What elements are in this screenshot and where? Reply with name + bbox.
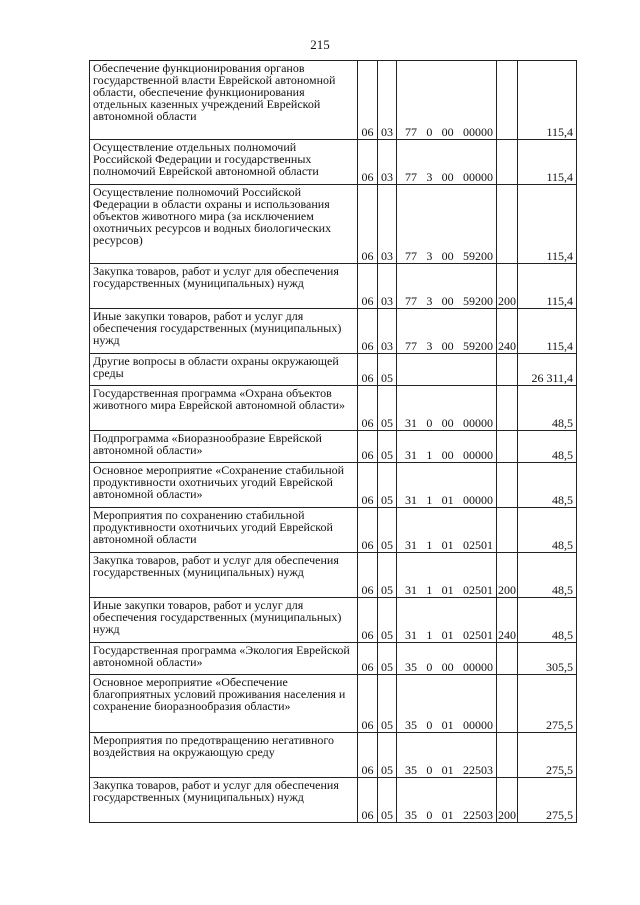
row-expense-type-code: 240 [497, 309, 518, 354]
row-subsection-code: 05 [378, 778, 397, 823]
table-row [90, 431, 577, 463]
target-article-part: 31 [405, 628, 417, 642]
row-amount: 115,4 [518, 185, 577, 264]
row-amount: 275,5 [518, 733, 577, 778]
target-article-part: 31 [405, 538, 417, 552]
row-expense-type-code [497, 140, 518, 185]
row-amount: 275,5 [518, 778, 577, 823]
target-article-part: 59200 [462, 294, 493, 308]
row-name: Другие вопросы в области охраны окружающей среды [90, 354, 358, 386]
row-section-code: 06 [358, 733, 378, 778]
target-article-part: 31 [405, 583, 417, 597]
row-subsection-code: 05 [378, 463, 397, 508]
row-expense-type-code [497, 431, 518, 463]
row-amount: 48,5 [518, 431, 577, 463]
table-row [90, 354, 577, 386]
row-subsection-code: 05 [378, 354, 397, 386]
target-article-part: 0 [426, 763, 433, 777]
target-article-part: 77 [405, 170, 417, 184]
row-name: Осуществление полномочий Российской Федерации в области охраны и использования объектов животного мира (за исключением охотничьих ресурсов и водных биологических ресурсов) [90, 185, 358, 264]
row-amount: 48,5 [518, 553, 577, 598]
row-expense-type-code [497, 675, 518, 733]
target-article-part: 3 [426, 170, 433, 184]
row-subsection-code: 03 [378, 61, 397, 140]
row-section-code: 06 [358, 386, 378, 431]
target-article-part: 00000 [462, 493, 493, 507]
row-section-code: 06 [358, 675, 378, 733]
row-amount: 26 311,4 [518, 354, 577, 386]
target-article-parts [399, 417, 495, 429]
target-article-part: 00000 [462, 718, 493, 732]
row-target-article-code [397, 264, 497, 309]
target-article-parts [399, 126, 495, 138]
row-subsection-code: 05 [378, 643, 397, 675]
target-article-part: 00000 [462, 170, 493, 184]
target-article-part: 35 [405, 718, 417, 732]
table-row [90, 61, 577, 140]
budget-table [89, 60, 577, 823]
row-section-code: 06 [358, 431, 378, 463]
target-article-parts [399, 295, 495, 307]
row-amount: 48,5 [518, 386, 577, 431]
target-article-parts [399, 171, 495, 183]
row-target-article-code [397, 553, 497, 598]
target-article-part: 0 [426, 718, 433, 732]
row-name: Закупка товаров, работ и услуг для обеспечения государственных (муниципальных) нужд [90, 553, 358, 598]
row-target-article-code [397, 140, 497, 185]
row-subsection-code: 03 [378, 140, 397, 185]
target-article-part: 35 [405, 660, 417, 674]
row-subsection-code: 03 [378, 264, 397, 309]
target-article-part: 3 [426, 249, 433, 263]
row-expense-type-code [497, 508, 518, 553]
target-article-part: 22503 [462, 763, 493, 777]
target-article-part: 01 [441, 763, 454, 777]
row-expense-type-code [497, 733, 518, 778]
row-expense-type-code: 200 [497, 264, 518, 309]
target-article-part: 00 [441, 294, 454, 308]
row-target-article-code [397, 778, 497, 823]
row-subsection-code: 05 [378, 598, 397, 643]
table-row [90, 508, 577, 553]
target-article-part: 00 [441, 339, 454, 353]
target-article-part: 02501 [462, 538, 493, 552]
target-article-part: 0 [426, 808, 433, 822]
row-expense-type-code [497, 354, 518, 386]
target-article-part: 00 [441, 448, 454, 462]
row-expense-type-code: 200 [497, 553, 518, 598]
table-row [90, 733, 577, 778]
target-article-part: 77 [405, 294, 417, 308]
target-article-part: 01 [441, 538, 454, 552]
row-expense-type-code [497, 643, 518, 675]
row-section-code: 06 [358, 643, 378, 675]
row-expense-type-code [497, 61, 518, 140]
target-article-part: 31 [405, 416, 417, 430]
table-row [90, 463, 577, 508]
target-article-part: 77 [405, 249, 417, 263]
target-article-parts [399, 539, 495, 551]
target-article-part: 01 [441, 583, 454, 597]
row-section-code: 06 [358, 354, 378, 386]
table-row [90, 386, 577, 431]
row-amount: 115,4 [518, 61, 577, 140]
row-amount: 115,4 [518, 140, 577, 185]
row-expense-type-code: 200 [497, 778, 518, 823]
row-name: Основное мероприятие «Обеспечение благоприятных условий проживания населения и сохранение биоразнообразия области» [90, 675, 358, 733]
target-article-part: 35 [405, 763, 417, 777]
row-section-code: 06 [358, 264, 378, 309]
row-amount: 48,5 [518, 598, 577, 643]
target-article-part: 3 [426, 339, 433, 353]
row-section-code: 06 [358, 463, 378, 508]
row-subsection-code: 05 [378, 508, 397, 553]
table-row [90, 185, 577, 264]
row-target-article-code [397, 508, 497, 553]
table-row [90, 675, 577, 733]
row-section-code: 06 [358, 140, 378, 185]
table-row [90, 553, 577, 598]
target-article-part: 59200 [462, 339, 493, 353]
row-amount: 275,5 [518, 675, 577, 733]
row-amount: 305,5 [518, 643, 577, 675]
row-name: Иные закупки товаров, работ и услуг для обеспечения государственных (муниципальных) нужд [90, 309, 358, 354]
row-target-article-code [397, 675, 497, 733]
row-name: Государственная программа «Экология Еврейской автономной области» [90, 643, 358, 675]
target-article-part: 0 [426, 125, 433, 139]
row-section-code: 06 [358, 61, 378, 140]
target-article-part: 3 [426, 294, 433, 308]
target-article-part: 00000 [462, 660, 493, 674]
target-article-part: 0 [426, 660, 433, 674]
row-target-article-code [397, 185, 497, 264]
target-article-part: 31 [405, 493, 417, 507]
row-name: Мероприятия по сохранению стабильной продуктивности охотничьих угодий Еврейской автономной области [90, 508, 358, 553]
row-target-article-code [397, 431, 497, 463]
target-article-parts [399, 340, 495, 352]
row-name: Осуществление отдельных полномочий Российской Федерации и государственных полномочий Еврейской автономной области [90, 140, 358, 185]
row-amount: 115,4 [518, 309, 577, 354]
row-name: Мероприятия по предотвращению негативного воздействия на окружающую среду [90, 733, 358, 778]
target-article-part: 01 [441, 718, 454, 732]
row-amount: 48,5 [518, 463, 577, 508]
row-section-code: 06 [358, 508, 378, 553]
row-name: Закупка товаров, работ и услуг для обеспечения государственных (муниципальных) нужд [90, 778, 358, 823]
target-article-part: 1 [426, 538, 433, 552]
row-section-code: 06 [358, 553, 378, 598]
row-section-code: 06 [358, 778, 378, 823]
target-article-part: 00000 [462, 416, 493, 430]
row-subsection-code: 03 [378, 185, 397, 264]
target-article-part: 35 [405, 808, 417, 822]
target-article-part: 00 [441, 125, 454, 139]
row-subsection-code: 05 [378, 553, 397, 598]
target-article-part: 00 [441, 249, 454, 263]
target-article-part: 1 [426, 493, 433, 507]
table-row [90, 309, 577, 354]
budget-table-body [90, 61, 577, 823]
table-row [90, 778, 577, 823]
target-article-part: 1 [426, 628, 433, 642]
target-article-parts [399, 809, 495, 821]
target-article-part: 0 [426, 416, 433, 430]
row-section-code: 06 [358, 185, 378, 264]
row-subsection-code: 05 [378, 386, 397, 431]
row-target-article-code [397, 463, 497, 508]
target-article-part: 31 [405, 448, 417, 462]
target-article-part: 59200 [462, 249, 493, 263]
row-expense-type-code [497, 386, 518, 431]
target-article-parts [399, 629, 495, 641]
row-target-article-code [397, 309, 497, 354]
target-article-part: 00 [441, 660, 454, 674]
row-target-article-code [397, 733, 497, 778]
target-article-part: 02501 [462, 583, 493, 597]
target-article-parts [399, 250, 495, 262]
table-row [90, 643, 577, 675]
row-expense-type-code [497, 185, 518, 264]
row-target-article-code [397, 598, 497, 643]
row-target-article-code [397, 61, 497, 140]
target-article-part: 1 [426, 448, 433, 462]
row-target-article-code [397, 386, 497, 431]
target-article-part: 00000 [462, 125, 493, 139]
target-article-part: 77 [405, 339, 417, 353]
row-name: Государственная программа «Охрана объектов животного мира Еврейской автономной области» [90, 386, 358, 431]
row-amount: 48,5 [518, 508, 577, 553]
target-article-part: 01 [441, 808, 454, 822]
target-article-part: 00 [441, 170, 454, 184]
target-article-part: 00 [441, 416, 454, 430]
table-row [90, 140, 577, 185]
row-name: Основное мероприятие «Сохранение стабильной продуктивности охотничьих угодий Еврейской автономной области» [90, 463, 358, 508]
row-expense-type-code [497, 463, 518, 508]
target-article-part: 22503 [462, 808, 493, 822]
row-name: Обеспечение функционирования органов государственной власти Еврейской автономной области, обеспечение функционирования отдельных казенных учреждений Еврейской автономной области [90, 61, 358, 140]
table-row [90, 598, 577, 643]
target-article-parts [399, 449, 495, 461]
target-article-part: 77 [405, 125, 417, 139]
target-article-parts [399, 584, 495, 596]
row-subsection-code: 05 [378, 675, 397, 733]
target-article-part: 02501 [462, 628, 493, 642]
target-article-part: 01 [441, 493, 454, 507]
target-article-part: 1 [426, 583, 433, 597]
target-article-part: 00000 [462, 448, 493, 462]
row-target-article-code [397, 354, 497, 386]
row-name: Иные закупки товаров, работ и услуг для обеспечения государственных (муниципальных) нужд [90, 598, 358, 643]
page-number: 215 [310, 37, 330, 52]
target-article-parts [399, 764, 495, 776]
row-section-code: 06 [358, 598, 378, 643]
target-article-parts [399, 661, 495, 673]
row-name: Закупка товаров, работ и услуг для обеспечения государственных (муниципальных) нужд [90, 264, 358, 309]
table-row [90, 264, 577, 309]
row-expense-type-code: 240 [497, 598, 518, 643]
target-article-parts [399, 494, 495, 506]
target-article-part: 01 [441, 628, 454, 642]
row-target-article-code [397, 643, 497, 675]
row-subsection-code: 05 [378, 733, 397, 778]
target-article-parts [399, 719, 495, 731]
row-section-code: 06 [358, 309, 378, 354]
row-amount: 115,4 [518, 264, 577, 309]
row-subsection-code: 03 [378, 309, 397, 354]
row-subsection-code: 05 [378, 431, 397, 463]
row-name: Подпрограмма «Биоразнообразие Еврейской автономной области» [90, 431, 358, 463]
